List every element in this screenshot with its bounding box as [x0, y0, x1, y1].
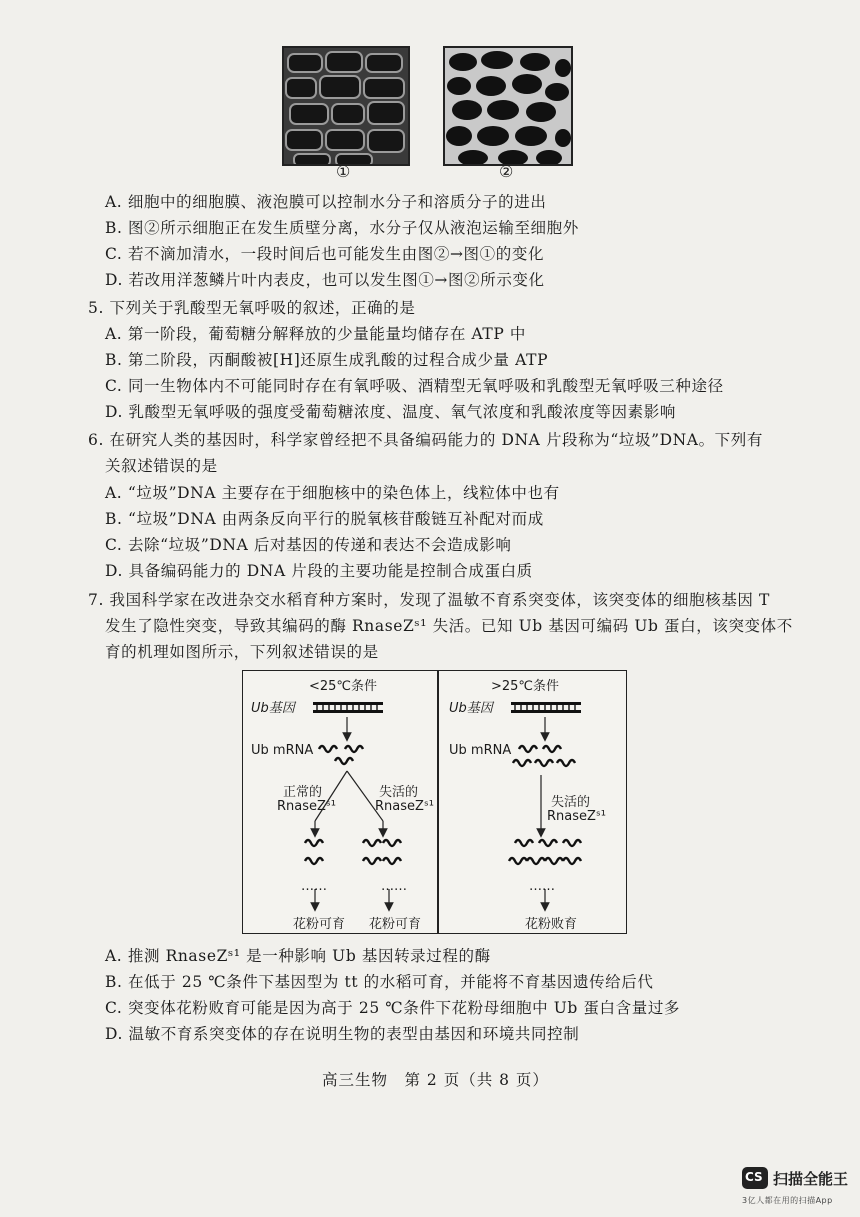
q7-option-c: C. 突变体花粉败育可能是因为高于 25 ℃条件下花粉母细胞中 Ub 蛋白含量过多	[105, 999, 681, 1017]
q7-stem-2: 发生了隐性突变，导致其编码的酶 RnaseZˢ¹ 失活。已知 Ub 基因可编码 Ub 蛋白，该突变体不	[105, 617, 793, 635]
right-dots: ……	[529, 879, 555, 894]
page-footer: 高三生物 第 2 页（共 8 页）	[322, 1071, 549, 1089]
scanner-brand: 扫描全能王	[773, 1170, 849, 1188]
q7-option-b: B. 在低于 25 ℃条件下基因型为 tt 的水稻可育，并能将不育基因遗传给后代	[105, 973, 654, 991]
scanner-logo	[742, 1167, 768, 1189]
q6-option-b: B. “垃圾”DNA 由两条反向平行的脱氧核苷酸链互补配对而成	[105, 510, 544, 528]
right-result: 花粉败育	[525, 917, 578, 932]
q7-option-a: A. 推测 RnaseZˢ¹ 是一种影响 Ub 基因转录过程的酶	[105, 947, 491, 965]
q4-option-c: C. 若不滴加清水，一段时间后也可能发生由图②→图①的变化	[105, 245, 545, 263]
q5-option-c: C. 同一生物体内不可能同时存在有氧呼吸、酒精型无氧呼吸和乳酸型无氧呼吸三种途径	[105, 377, 724, 395]
q4-option-a: A. 细胞中的细胞膜、液泡膜可以控制水分子和溶质分子的进出	[105, 193, 547, 211]
scanner-tagline: 3亿人都在用的扫描App	[742, 1196, 833, 1205]
scanner-logo-text: CS	[745, 1170, 763, 1184]
q6-option-d: D. 具备编码能力的 DNA 片段的主要功能是控制合成蛋白质	[105, 562, 533, 580]
left-result-1: 花粉可育	[293, 917, 346, 932]
left-dots-1: ……	[301, 879, 327, 894]
figure-label-1: ①	[336, 162, 351, 181]
left-inactive-label-2: RnaseZˢ¹	[375, 799, 434, 814]
q7-stem-3: 育的机理如图所示，下列叙述错误的是	[105, 643, 379, 661]
q6-option-a: A. “垃圾”DNA 主要存在于细胞核中的染色体上，线粒体中也有	[105, 484, 560, 502]
q6-stem-1: 6. 在研究人类的基因时，科学家曾经把不具备编码能力的 DNA 片段称为“垃圾”DNA。下列有	[88, 431, 763, 449]
q5-option-b: B. 第二阶段，丙酮酸被[H]还原生成乳酸的过程合成少量 ATP	[105, 351, 549, 369]
q5-stem: 5. 下列关于乳酸型无氧呼吸的叙述，正确的是	[88, 299, 416, 317]
q5-option-a: A. 第一阶段，葡萄糖分解释放的少量能量均储存在 ATP 中	[105, 325, 527, 343]
diagram-graphics	[243, 671, 626, 933]
left-inactive-label-1: 失活的	[379, 785, 419, 800]
left-normal-label-2: RnaseZˢ¹	[277, 799, 336, 814]
left-gene-label: Ub基因	[251, 701, 295, 716]
left-normal-label-1: 正常的	[283, 785, 323, 800]
q5-option-d: D. 乳酸型无氧呼吸的强度受葡萄糖浓度、温度、氧气浓度和乳酸浓度等因素影响	[105, 403, 676, 421]
left-condition-title: <25℃条件	[309, 679, 378, 694]
micrograph-2	[443, 46, 573, 166]
right-inactive-label-1: 失活的	[551, 795, 591, 810]
micrograph-1	[282, 46, 410, 166]
q7-option-d: D. 温敏不育系突变体的存在说明生物的表型由基因和环境共同控制	[105, 1025, 580, 1043]
right-inactive-label-2: RnaseZˢ¹	[547, 809, 606, 824]
left-result-2: 花粉可育	[369, 917, 422, 932]
left-mrna-label: Ub mRNA	[251, 743, 314, 758]
right-mrna-label: Ub mRNA	[449, 743, 512, 758]
q6-option-c: C. 去除“垃圾”DNA 后对基因的传递和表达不会造成影响	[105, 536, 512, 554]
q4-option-d: D. 若改用洋葱鳞片叶内表皮，也可以发生图①→图②所示变化	[105, 271, 545, 289]
left-dots-2: ……	[381, 879, 407, 894]
mechanism-diagram	[242, 670, 627, 934]
q4-option-b: B. 图②所示细胞正在发生质壁分离，水分子仅从液泡运输至细胞外	[105, 219, 579, 237]
right-condition-title: >25℃条件	[491, 679, 560, 694]
q6-stem-2: 关叙述错误的是	[105, 457, 218, 475]
q7-stem-1: 7. 我国科学家在改进杂交水稻育种方案时，发现了温敏不育系突变体，该突变体的细胞核基因 T	[88, 591, 770, 609]
right-gene-label: Ub基因	[449, 701, 493, 716]
figure-label-2: ②	[499, 162, 514, 181]
